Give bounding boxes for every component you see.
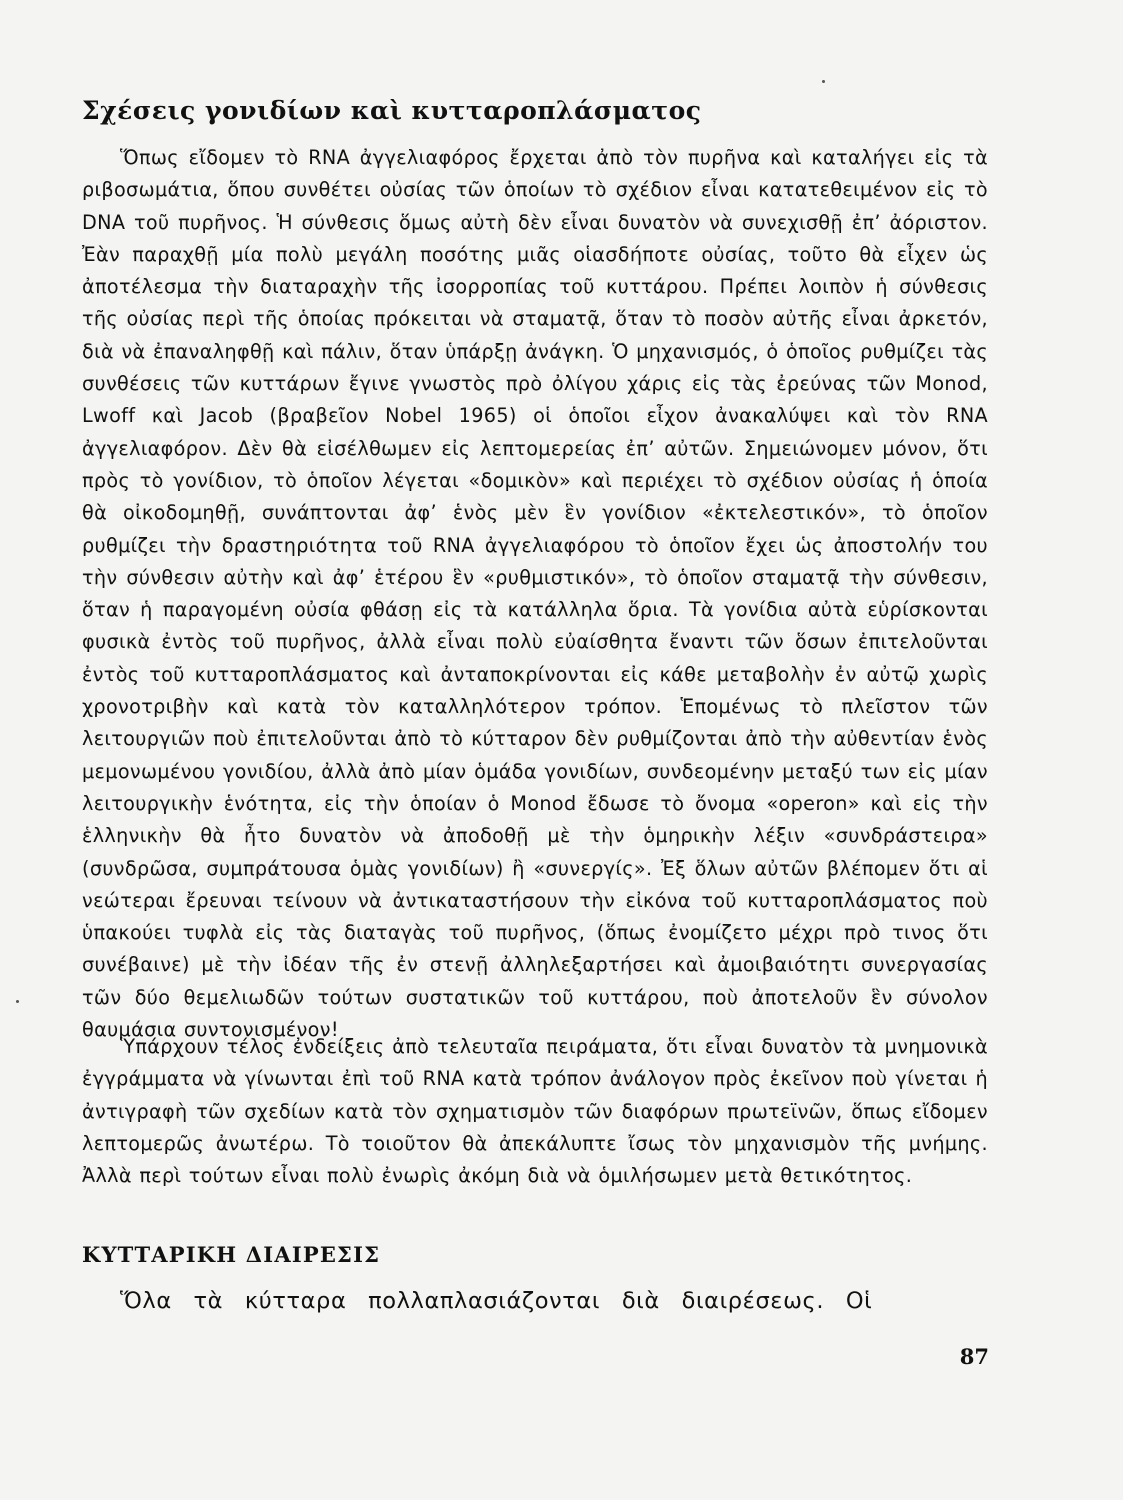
body-paragraph-cell-division: Ὅλα τὰ κύτταρα πολλαπλασιάζονται διὰ διαιρέσεως. Οἱ: [120, 1288, 873, 1314]
section-heading-genes-cytoplasm: Σχέσεις γονιδίων καὶ κυτταροπλάσματος: [82, 96, 702, 125]
body-paragraph-1: Ὅπως εἴδομεν τὸ RNA ἀγγελιαφόρος ἔρχεται ἀπὸ τὸν πυρῆνα καὶ καταλήγει εἰς τὰ ριβοσωμάτια, ὅπου συνθέτει οὐσίας τῶν ὁποίων τὸ σχέδιον εἶναι κατατεθειμένον εἰς τὸ DNA τοῦ πυρῆνος. Ἡ σύνθεσις ὅμως αὐτὴ δὲν εἶναι δυνατὸν νὰ συνεχισθῇ ἐπ’ ἀόριστον. Ἐὰν παραχθῇ μία πολὺ μεγάλη ποσότης μιᾶς οἱασδήποτε οὐσίας, τοῦτο θὰ εἶχεν ὡς ἀποτέλεσμα τὴν διαταραχὴν τῆς ἰσορροπίας τοῦ κυττάρου. Πρέπει λοιπὸν ἡ σύνθεσις τῆς οὐσίας περὶ τῆς ὁποίας πρόκειται νὰ σταματᾷ, ὅταν τὸ ποσὸν αὐτῆς εἶναι ἀρκετόν, διὰ νὰ ἐπαναληφθῇ καὶ πάλιν, ὅταν ὑπάρξῃ ἀνάγκη. Ὁ μηχανισμός, ὁ ὁποῖος ρυθμίζει τὰς συνθέσεις τῶν κυττάρων ἔγινε γνωστὸς πρὸ ὀλίγου χάρις εἰς τὰς ἐρεύνας τῶν Monod, Lwoff καὶ Jacob (βραβεῖον Nobel 1965) οἱ ὁποῖοι εἶχον ἀνακαλύψει καὶ τὸν RNA ἀγγελιαφόρον. Δὲν θὰ εἰσέλθωμεν εἰς λεπτομερείας ἐπ’ αὐτῶν. Σημειώνομεν μόνον, ὅτι πρὸς τὸ γονίδιον, τὸ ὁποῖον λέγεται «δομικὸν» καὶ περιέχει τὸ σχέδιον οὐσίας ἡ ὁποία θὰ οἰκοδομηθῇ, συνάπτονται ἀφ’ ἑνὸς μὲν ἓν γονίδιον «ἐκτελεστικόν», τὸ ὁποῖον ρυθμίζει τὴν δραστηριότητα τοῦ RNA ἀγγελιαφόρου τὸ ὁποῖον ἔχει ὡς ἀποστολήν του τὴν σύνθεσιν αὐτὴν καὶ ἀφ’ ἑτέρου ἓν «ρυθμιστικόν», τὸ ὁποῖον σταματᾷ τὴν σύνθεσιν, ὅταν ἡ παραγομένη οὐσία φθάσῃ εἰς τὰ κατάλληλα ὅρια. Τὰ γονίδια αὐτὰ εὑρίσκονται φυσικὰ ἐντὸς τοῦ πυρῆνος, ἀλλὰ εἶναι πολὺ εὐαίσθητα ἔναντι τῶν ὅσων ἐπιτελοῦνται ἐντὸς τοῦ κυτταροπλάσματος καὶ ἀνταποκρίνονται εἰς κάθε μεταβολὴν ἐν αὐτῷ χωρὶς χρονοτριβὴν καὶ κατὰ τὸν καταλληλότερον τρόπον. Ἑπομένως τὸ πλεῖστον τῶν λειτουργιῶν ποὺ ἐπιτελοῦνται ἀπὸ τὸ κύτταρον δὲν ρυθμίζονται ἀπὸ τὴν αὐθεντίαν ἑνὸς μεμονωμένου γονιδίου, ἀλλὰ ἀπὸ μίαν ὁμάδα γονιδίων, συνδεομένην μεταξύ των εἰς μίαν λειτουργικὴν ἑνότητα, εἰς τὴν ὁποίαν ὁ Monod ἔδωσε τὸ ὄνομα «operon» καὶ εἰς τὴν ἑλληνικὴν θὰ ἦτο δυνατὸν νὰ ἀποδοθῇ μὲ τὴν ὁμηρικὴν λέξιν «συνδράστειρα» (συνδρῶσα, συμπράτουσα ὁμὰς γονιδίων) ἢ «συνεργίς». Ἐξ ὅλων αὐτῶν βλέπομεν ὅτι αἱ νεώτεραι ἔρευναι τείνουν νὰ ἀντικαταστήσουν τὴν εἰκόνα τοῦ κυτταροπλάσματος ποὺ ὑπακούει τυφλὰ εἰς τὰς διαταγὰς τοῦ πυρῆνος, (ὅπως ἐνομίζετο μέχρι πρὸ τινος ὅτι συνέβαινε) μὲ τὴν ἰδέαν τῆς ἐν στενῇ ἀλληλεξαρτήσει καὶ ἀμοιβαιότητι συνεργασίας τῶν δύο θεμελιωδῶν τούτων συστατικῶν τοῦ κυττάρου, ποὺ ἀποτελοῦν ἓν σύνολον θαυμάσια συντονισμένον!: [82, 146, 988, 1042]
body-paragraph-2: Ὑπάρχουν τέλος ἐνδείξεις ἀπὸ τελευταῖα πειράματα, ὅτι εἶναι δυνατὸν τὰ μνημονικὰ ἐγγράμματα νὰ γίνωνται ἐπὶ τοῦ RNA κατὰ τρόπον ἀνάλογον πρὸς ἐκεῖνον ποὺ γίνεται ἡ ἀντιγραφὴ τῶν σχεδίων κατὰ τὸν σχηματισμὸν τῶν διαφόρων πρωτεϊνῶν, ὅπως εἴδομεν λεπτομερῶς ἀνωτέρω. Τὸ τοιοῦτον θὰ ἀπεκάλυπτε ἴσως τὸν μηχανισμὸν τῆς μνήμης. Ἀλλὰ περὶ τούτων εἶναι πολὺ ἐνωρὶς ἀκόμη διὰ νὰ ὁμιλήσωμεν μετὰ θετικότητος.: [82, 1035, 988, 1188]
section-heading-cell-division: ΚΥΤΤΑΡΙΚΗ ΔΙΑΙΡΕΣΙΣ: [82, 1242, 381, 1267]
scan-speck: [822, 80, 825, 83]
scan-speck: [16, 1000, 19, 1003]
page-number: 87: [959, 1344, 989, 1369]
